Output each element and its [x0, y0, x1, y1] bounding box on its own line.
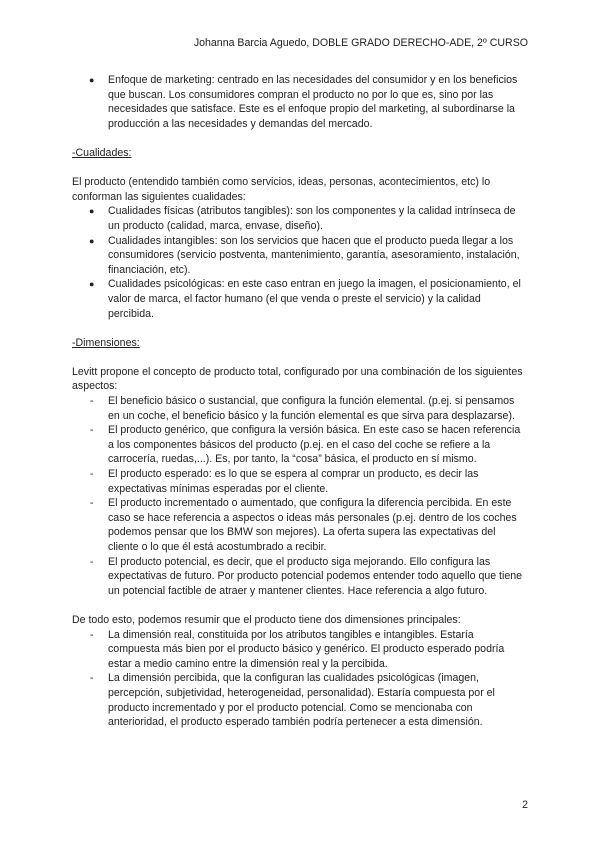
- list-item: ● Cualidades físicas (atributos tangibles): son los componentes y la calidad intrínseca de un producto (calidad, marca, envase, diseño).: [89, 205, 516, 232]
- list-item: ● Enfoque de marketing: centrado en las necesidades del consumidor y en los beneficios que buscan. Los consumidores compran el producto no por lo que es, sino por las necesidades que satisface. Este es el enfoque propio del marketing, al subordinarse la producción a las necesidades y demandas del mercado.: [89, 74, 518, 130]
- list-item: - La dimensión percibida, que la configuran las cualidades psicológicas (imagen, percepción, subjetividad, heterogeneidad, personalidad). Estaría compuesta por el producto incrementado y por el producto potencial. Como se mencionaba con anterioridad, el producto esperado también podría pertenecer a esta dimensión.: [90, 672, 495, 729]
- page-number: 2: [522, 799, 528, 811]
- bullet-marker: ●: [89, 235, 95, 246]
- resumen-intro: De todo esto, podemos resumir que el producto tiene dos dimensiones principales:: [72, 613, 461, 626]
- list-item: - El producto potencial, es decir, que el producto siga mejorando. Ello configura las expectativas de futuro. Por producto potencial podemos entender todo aquello que tiene un potencial factible de atraer y mantener clientes. Hace referencia a algo futuro.: [90, 555, 523, 597]
- cualidades-list: [72, 204, 528, 321]
- list-item: ● Cualidades intangibles: son los servicios que hacen que el producto pueda llegar a los consumidores (servicio postventa, mantenimiento, garantía, asesoramiento, instalación, financiación, etc).: [89, 234, 520, 276]
- dash-marker: -: [90, 628, 94, 641]
- cualidades-intro: El producto (entendido también como servicios, ideas, personas, acontecimientos, etc) lo conforman las siguientes cualidades:: [72, 176, 491, 203]
- dash-marker: -: [90, 672, 94, 685]
- dash-marker: -: [90, 555, 94, 568]
- document-body: [72, 73, 528, 730]
- dash-marker: -: [90, 468, 94, 481]
- page-header: Johanna Barcia Aguedo, DOBLE GRADO DERECHO-ADE, 2º CURSO: [193, 37, 528, 49]
- dash-marker: -: [90, 497, 94, 510]
- section-heading-dimensiones: -Dimensiones:: [72, 336, 140, 349]
- dimensiones-list: [72, 394, 528, 598]
- list-item: - El producto incrementado o aumentado, que configura la diferencia percibida. En este caso se hace referencia a aspectos o ideas más personales (p.ej. dentro de los coches podemos pensar que los BMW son mejores). La oferta supera las expectativas del cliente o lo que él está acostumbrado a recibir.: [90, 497, 517, 553]
- list-item: - La dimensión real, constituida por los atributos tangibles e intangibles. Estaría compuesta más bien por el producto básico y genérico. El producto esperado podría estar a medio camino entre la dimensión real y la percibida.: [90, 628, 505, 670]
- bullet-marker: ●: [89, 279, 95, 290]
- bullet-marker: ●: [89, 206, 95, 217]
- section-heading-cualidades: -Cualidades:: [72, 146, 132, 159]
- dimensiones-intro: Levitt propone el concepto de producto total, configurado por una combinación de los siguientes aspectos:: [72, 365, 523, 393]
- list-item: - El producto genérico, que configura la versión básica. En este caso se hacen referencia a los componentes básicos del producto (p.ej. en el caso del coche se refiere a la carrocería, ruedas,...). Es, por tanto, la “cosa” básica, el producto en sí mismo.: [90, 424, 521, 466]
- list-item: ● Cualidades psicológicas: en este caso entran en juego la imagen, el posicionamiento, el valor de marca, el factor humano (el que venda o preste el servicio) y la calidad percibida.: [89, 278, 521, 320]
- list-item: - El producto esperado: es lo que se espera al comprar un producto, es decir las expectativas mínimas esperadas por el cliente.: [90, 468, 479, 495]
- resumen-list: [72, 628, 528, 730]
- bullet-marker: ●: [89, 75, 95, 85]
- dash-marker: -: [90, 395, 94, 408]
- dash-marker: -: [90, 424, 94, 437]
- list-item: - El beneficio básico o sustancial, que configura la función elemental. (p.ej. si pensamos en un coche, el beneficio básico y la función elemental es que sirva para desplazarse).: [90, 395, 515, 422]
- intro-bullet-list: [72, 73, 528, 131]
